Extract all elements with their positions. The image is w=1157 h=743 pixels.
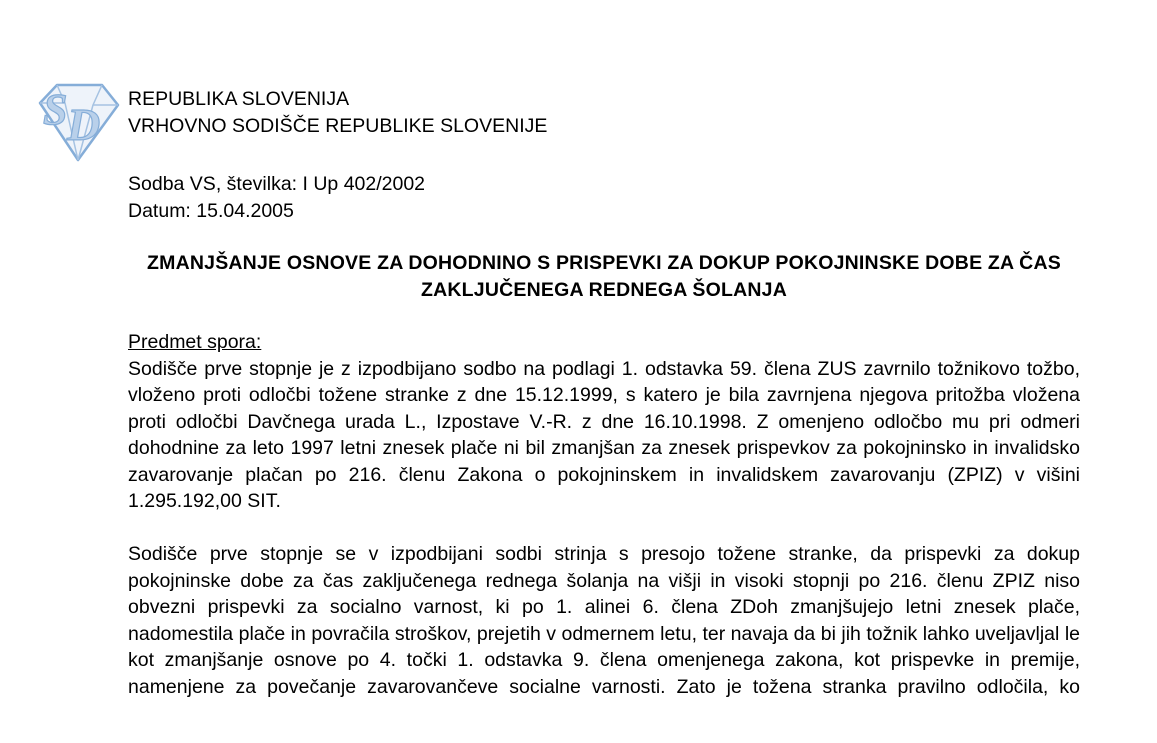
section-heading-line xyxy=(128,329,1080,356)
case-date-line: Datum: 15.04.2005 xyxy=(128,199,294,222)
case-number-line: Sodba VS, številka: I Up 402/2002 xyxy=(128,173,426,195)
document-body xyxy=(128,329,1080,700)
letterhead-court: VRHOVNO SODIŠČE REPUBLIKE SLOVENIJE xyxy=(128,114,548,137)
paragraph-2: Sodišče prve stopnje se v izpodbijani sodbi strinja s presojo tožene stranke, da prispevki za dokup pokojninske dobe za čas zaključenega rednega šolanja na višji in visoki stopnji po 216. členu ZPIZ niso obvezni prispevki za socialno varnost, ki po 1. alinei 6. člena ZDoh zmanjšujejo letni znesek plače, nadomestila plače in povračila stroškov, prejetih v odmernem letu, ter navaja da bi jih tožnik lahko uveljavljal le kot zmanjšanje osnove po 4. točki 1. odstavka 9. člena omenjenega zakona, kot prispevke in premije, namenjene za povečanje zavarovančeve socialne varnosti. Zato je tožena stranka pravilno odločila, ko xyxy=(128,543,1080,698)
document-title: ZMANJŠANJE OSNOVE ZA DOHODNINO S PRISPEVKI ZA DOKUP POKOJNINSKE DOBE ZA ČAS ZAKLJUČENEGA REDNEGA ŠOLANJA xyxy=(147,252,1061,301)
case-meta xyxy=(128,171,425,224)
section-heading: Predmet spora: xyxy=(128,331,262,353)
letterhead-country: REPUBLIKA SLOVENIJA xyxy=(128,88,350,110)
sd-diamond-emblem-icon xyxy=(29,78,121,164)
svg-text:S: S xyxy=(43,85,68,134)
svg-text:D: D xyxy=(67,99,101,150)
supreme-court-logo xyxy=(29,78,121,164)
letterhead xyxy=(128,86,547,139)
paragraph-1: Sodišče prve stopnje je z izpodbijano sodbo na podlagi 1. odstavka 59. člena ZUS zavrnilo tožnikovo tožbo, vloženo proti odločbi tožene stranke z dne 15.12.1999, s katero je bila zavrnjena njegova pritožba vložena proti odločbi Davčnega urada L., Izpostave V.-R. z dne 16.10.1998. Z omenjeno odločbo mu pri odmeri dohodnine za leto 1997 letni znesek plače ni bil zmanjšan za znesek prispevkov za pokojninsko in invalidsko zavarovanje plačan po 216. členu Zakona o pokojninskem in invalidskem zavarovanju (ZPIZ) v višini 1.295.192,00 SIT. xyxy=(128,357,1080,512)
